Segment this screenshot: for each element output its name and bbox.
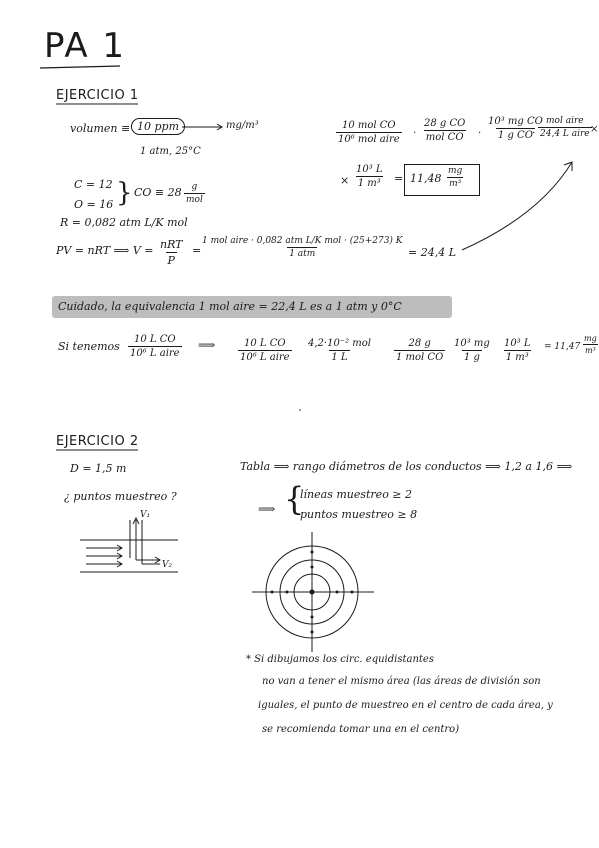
si-initial-frac: 10 L CO 10⁶ L aire (130, 334, 180, 359)
volumen-value: 10 ppm (131, 118, 185, 135)
conv-term-4: mol aire 24,4 L aire (540, 116, 590, 139)
result-value: 11,48 (410, 172, 442, 185)
si-tenemos-label: Si tenemos (58, 340, 120, 353)
sampling-lines: líneas muestreo ≥ 2 (300, 488, 413, 501)
conv-term-2: 28 g CO mol CO (424, 118, 466, 143)
brace: } (116, 178, 133, 208)
conv2-term: $\frac{\text{10³ L}}{\text{1 m³}}$ (356, 164, 383, 189)
volumen-target: mg/m³ (226, 120, 259, 131)
velocity-v2-label: V₂ (162, 560, 173, 570)
table-text: Tabla ⟹ rango diámetros de los conductos ⟹ 1,2 a 1,6 ⟹ (240, 460, 573, 473)
velocity-v1-label: V₁ (140, 510, 151, 520)
sampling-points: puntos muestreo ≥ 8 (300, 508, 418, 521)
ideal-gas-law: PV = nRT ⟹ V = (56, 244, 154, 257)
page-title: PA 1 (44, 26, 127, 66)
note-line-1: * Si dibujamos los circ. equidistantes (246, 654, 434, 665)
volume-result: = 24,4 L (408, 246, 457, 259)
conv-dot-3: · (532, 128, 536, 139)
si-term-3: 28 g 1 mol CO (396, 338, 444, 363)
implies-arrow: ⟹ (258, 502, 276, 516)
conv-term-1: 10 mol CO 10⁶ mol aire (338, 120, 400, 145)
conv-dot-1: · (413, 128, 417, 139)
question-text: ¿ puntos muestreo ? (64, 490, 177, 503)
conv2-equals: = (394, 172, 404, 185)
conv-term-3: $\frac{\text{10³ mg CO}}{\text{1 g CO}}$ (488, 116, 543, 141)
carbon-mass: C = 12 (74, 178, 113, 191)
co-unit: g mol (186, 182, 203, 205)
si-term-1: 10 L CO 10⁶ L aire (240, 338, 290, 363)
center-point (310, 590, 315, 595)
title-underline (40, 66, 120, 68)
si-result: = 11,47 (544, 342, 581, 352)
oxygen-mass: O = 16 (74, 198, 114, 211)
si-term-5: $\frac{\text{10³ L}}{\text{1 m³}}$ (504, 338, 531, 363)
si-result-unit: $\frac{mg}{\text{m³}}$ (584, 334, 597, 355)
exercise-1-heading: EJERCICIO 1 (56, 88, 139, 103)
si-arrow: ⟹ (198, 338, 216, 352)
gas-constant: R = 0,082 atm L/K mol (60, 216, 188, 229)
nrt-over-p: nRT P (160, 238, 183, 267)
si-term-4: $\frac{\text{10³ mg}}{1 g}$ (454, 338, 490, 363)
note-line-4: se recomienda tomar una en el centro) (262, 724, 460, 735)
equals-sign: = (192, 244, 202, 257)
volumen-label: volumen ≡ (70, 122, 131, 135)
warning-note: Cuidado, la equivalencia 1 mol aire = 22,4 L es a 1 atm y 0°C (58, 300, 402, 313)
result-unit: $\frac{mg}{\text{m³}}$ (448, 166, 463, 189)
conv-dot-2: · (478, 128, 482, 139)
note-line-2: no van a tener el mismo área (las áreas de división son (262, 676, 541, 687)
co-mass: CO ≡ 28 (134, 186, 182, 199)
conditions-text: 1 atm, 25°C (140, 146, 201, 157)
curved-arrow (462, 162, 572, 250)
conv2-prefix: × (340, 174, 350, 187)
volume-calc: 1 mol aire · 0,082 atm L/K mol · (25+273) K 1 atm (202, 236, 403, 259)
diameter-text: D = 1,5 m (70, 462, 127, 475)
brace-left: { (284, 480, 305, 518)
si-term-2: 4,2·10⁻² mol 1 L (308, 338, 371, 363)
note-line-3: iguales, el punto de muestreo en el centro de cada área, y (258, 700, 553, 711)
conv-times: × (590, 124, 599, 135)
exercise-2-heading: EJERCICIO 2 (56, 434, 139, 449)
